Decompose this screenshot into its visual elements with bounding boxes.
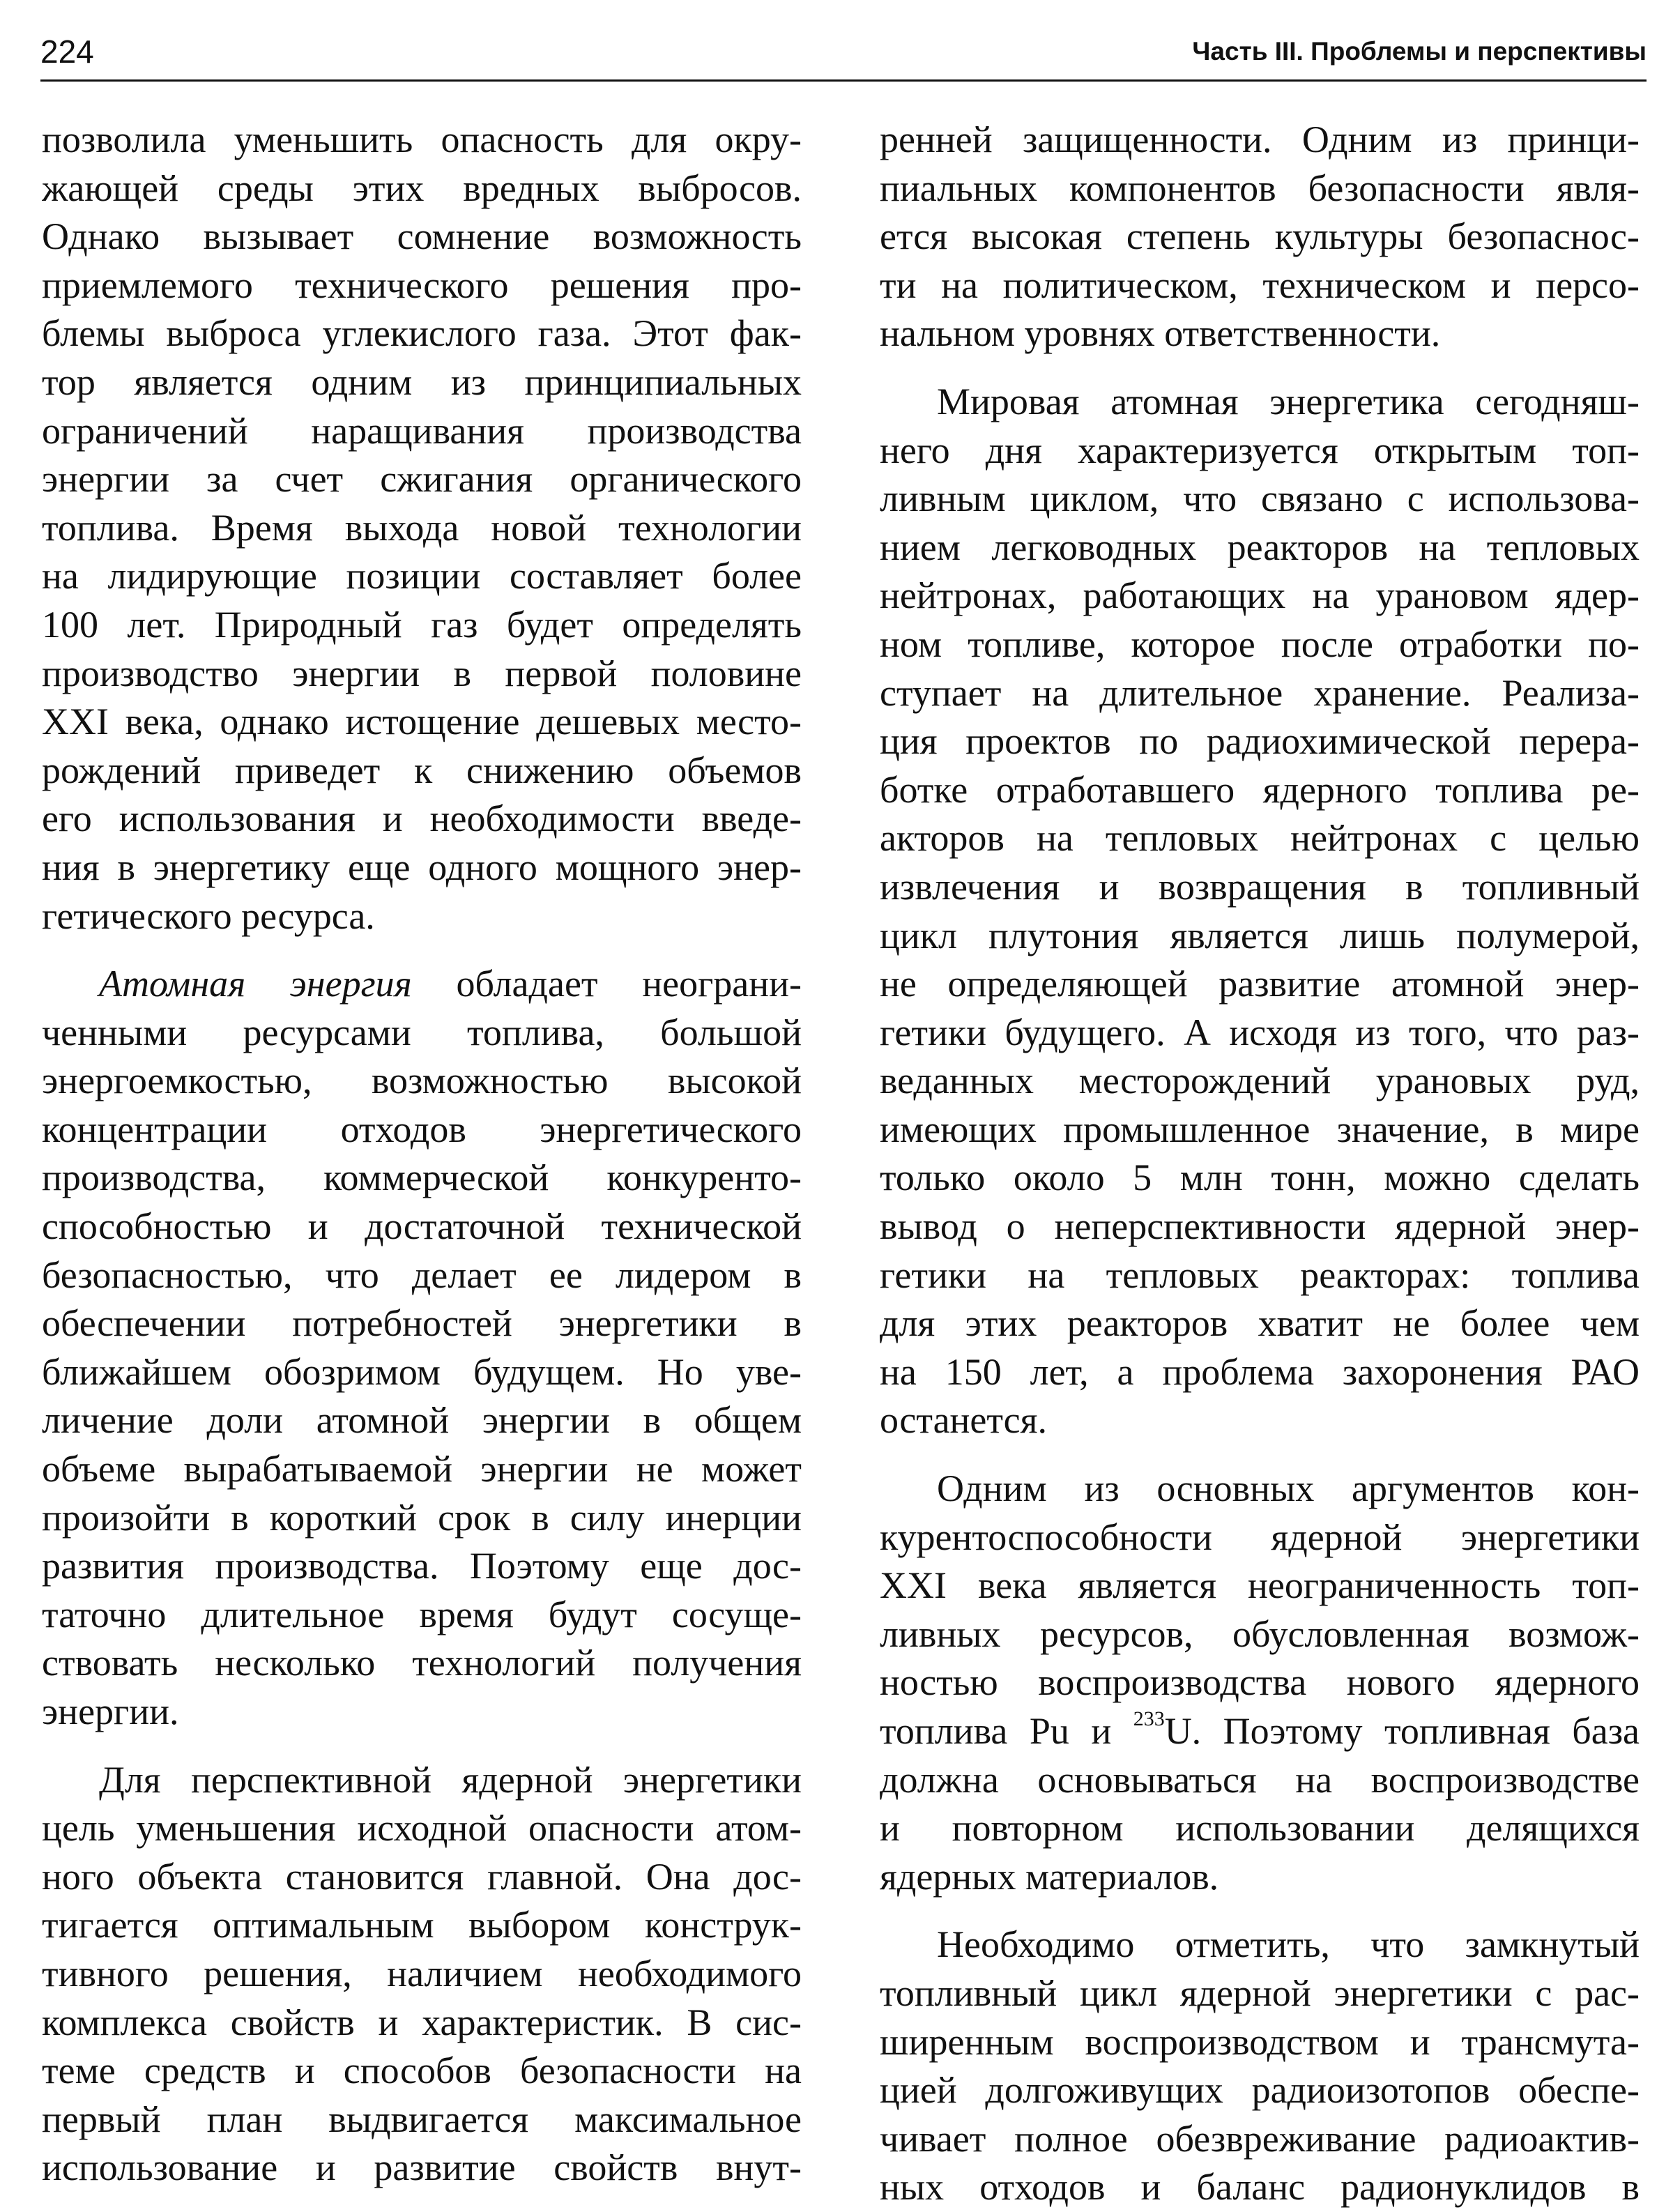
- text-line: [42, 960, 802, 1009]
- text-line: обеспечении потребностей энергетики в: [42, 1302, 802, 1345]
- paragraph: [880, 116, 1640, 358]
- text-line: рождений приведет к снижению объемов: [42, 749, 802, 791]
- text-line: ближайшем обозримом будущем. Но уве-: [42, 1350, 802, 1393]
- text-line: ется высокая степень культуры безопаснос-: [880, 215, 1640, 258]
- text-line: ных отходов и баланс радионуклидов в: [880, 2166, 1640, 2209]
- text-line: нием легководных реакторов на тепловых: [880, 526, 1640, 568]
- text-line: ти на политическом, техническом и персо-: [880, 264, 1640, 306]
- text-fragment: U. Поэтому топливная база: [1164, 1710, 1640, 1752]
- text-line: таточно длительное время будут сосуще-: [42, 1593, 802, 1635]
- paragraph: [880, 1921, 1640, 2212]
- text-line: ядерных материалов.: [880, 1855, 1219, 1898]
- text-line: ренней защищенности. Одним из принци-: [880, 119, 1640, 160]
- text-line: цией долгоживущих радиоизотопов обеспе-: [880, 2069, 1640, 2112]
- running-header: [40, 31, 1647, 82]
- text-line: ного объекта становится главной. Она дос-: [42, 1855, 802, 1898]
- text-line: производства, коммерческой конкуренто-: [42, 1157, 802, 1199]
- text-line: цель уменьшения исходной опасности атом-: [42, 1807, 802, 1849]
- text-line: XXI века, однако истощение дешевых место-: [42, 701, 802, 743]
- text-line: энергии за счет сжигания органического: [42, 458, 802, 501]
- text-line: произойти в короткий срок в силу инерции: [42, 1496, 802, 1539]
- text-line: него дня характеризуется открытым топ-: [880, 429, 1640, 471]
- isotope-mass-number: 233: [1133, 1707, 1165, 1730]
- emphasized-term: Атомная энергия: [99, 963, 412, 1005]
- text-line: первый план выдвигается максимальное: [42, 2098, 802, 2140]
- text-line: чивает полное обезвреживание радиоактив-: [880, 2117, 1640, 2160]
- text-line: блемы выброса углекислого газа. Этот фак-: [42, 312, 802, 355]
- text-line: [880, 1707, 1640, 1756]
- text-line: ступает на длительное хранение. Реализа-: [880, 671, 1640, 714]
- text-line: для этих реакторов хватит не более чем: [880, 1302, 1640, 1345]
- text-line: тигается оптимальным выбором конструк-: [42, 1904, 802, 1946]
- text-line: тивного решения, наличием необходимого: [42, 1952, 802, 1994]
- text-fragment: топлива Pu и: [880, 1710, 1133, 1752]
- text-line: энергоемкостью, возможностью высокой: [42, 1060, 802, 1102]
- text-line: производство энергии в первой половине: [42, 652, 802, 694]
- text-line: гетического ресурса.: [42, 894, 375, 937]
- text-line: Однако вызывает сомнение возможность: [42, 215, 802, 258]
- text-line: тор является одним из принципиальных: [42, 360, 802, 403]
- text-line: энергии.: [42, 1691, 179, 1732]
- text-line: курентоспособности ядерной энергетики: [880, 1516, 1640, 1558]
- text-line: топливный цикл ядерной энергетики с рас-: [880, 1971, 1640, 2014]
- text-line: цикл плутония является лишь полумерой,: [880, 914, 1640, 956]
- page-number: 224: [40, 33, 94, 70]
- left-column: [42, 116, 802, 2189]
- text-line: гетики на тепловых реакторах: топлива: [880, 1253, 1640, 1296]
- text-line: развития производства. Поэтому еще дос-: [42, 1545, 802, 1587]
- text-line: комплекса свойств и характеристик. В сис-: [42, 2001, 802, 2043]
- text-line: пиальных компонентов безопасности явля-: [880, 167, 1640, 209]
- text-line: ширенным воспроизводством и трансмута-: [880, 2020, 1640, 2063]
- paragraph: [42, 1756, 802, 2192]
- text-line: и повторном использовании делящихся: [880, 1807, 1640, 1849]
- text-line: гетики будущего. А исходя из того, что раз-: [880, 1011, 1640, 1053]
- paragraph: [880, 378, 1640, 1445]
- text-line: должна основываться на воспроизводстве: [880, 1758, 1640, 1801]
- text-line: ливных ресурсов, обусловленная возмож-: [880, 1612, 1640, 1655]
- text-line: ния в энергетику еще одного мощного энер-: [42, 846, 802, 888]
- text-line: личение доли атомной энергии в общем: [42, 1399, 802, 1442]
- text-fragment: обладает неограни-: [456, 963, 802, 1005]
- text-line: Необходимо отметить, что замкнутый: [937, 1923, 1640, 1966]
- text-line: 100 лет. Природный газ будет определять: [42, 603, 802, 646]
- text-line: приемлемого технического решения про-: [42, 264, 802, 306]
- text-line: XXI века является неограниченность топ-: [880, 1564, 1640, 1607]
- text-line: жающей среды этих вредных выбросов.: [42, 167, 802, 209]
- text-line: нальном уровнях ответственности.: [880, 312, 1441, 355]
- text-line: его использования и необходимости введе-: [42, 798, 802, 840]
- text-line: нейтронах, работающих на урановом ядер-: [880, 574, 1640, 617]
- text-line: только около 5 млн тонн, можно сделать: [880, 1157, 1640, 1199]
- text-line: Одним из основных аргументов кон-: [937, 1467, 1640, 1510]
- text-line: позволила уменьшить опасность для окру-: [42, 119, 802, 160]
- right-column: [880, 116, 1640, 2209]
- text-line: не определяющей развитие атомной энер-: [880, 963, 1640, 1005]
- text-line: способностью и достаточной технической: [42, 1205, 802, 1248]
- text-line: акторов на тепловых нейтронах с целью: [880, 817, 1640, 860]
- text-line: веданных месторождений урановых руд,: [880, 1060, 1640, 1102]
- text-line: ствовать несколько технологий получения: [42, 1642, 802, 1684]
- text-line: имеющих промышленное значение, в мире: [880, 1108, 1640, 1150]
- text-line: ция проектов по радиохимической перера-: [880, 720, 1640, 763]
- text-line: ботке отработавшего ядерного топлива ре-: [880, 768, 1640, 811]
- text-line: извлечения и возвращения в топливный: [880, 865, 1640, 908]
- text-line: останется.: [880, 1399, 1047, 1442]
- text-line: ливным циклом, что связано с использова-: [880, 478, 1640, 520]
- text-line: топлива. Время выхода новой технологии: [42, 506, 802, 549]
- text-line: на 150 лет, а проблема захоронения РАО: [880, 1350, 1640, 1393]
- paragraph: [880, 1465, 1640, 1901]
- paragraph: [42, 960, 802, 1737]
- text-line: вывод о неперспективности ядерной энер-: [880, 1205, 1640, 1248]
- text-line: Мировая атомная энергетика сегодняш-: [937, 380, 1640, 422]
- text-line: Для перспективной ядерной энергетики: [99, 1758, 802, 1801]
- text-line: ном топливе, которое после отработки по-: [880, 623, 1640, 665]
- text-line: теме средств и способов безопасности на: [42, 2050, 802, 2092]
- text-line: на лидирующие позиции составляет более: [42, 555, 802, 597]
- text-line: безопасностью, что делает ее лидером в: [42, 1253, 802, 1296]
- text-line: ченными ресурсами топлива, большой: [42, 1011, 802, 1053]
- paragraph: [42, 116, 802, 940]
- part-title: Часть III. Проблемы и перспективы: [1192, 37, 1647, 66]
- text-line: концентрации отходов энергетического: [42, 1108, 802, 1150]
- text-line: использование и развитие свойств внут-: [42, 2146, 802, 2189]
- text-line: объеме вырабатываемой энергии не может: [42, 1448, 802, 1490]
- text-line: ностью воспроизводства нового ядерного: [880, 1661, 1640, 1704]
- text-line: ограничений наращивания производства: [42, 409, 802, 452]
